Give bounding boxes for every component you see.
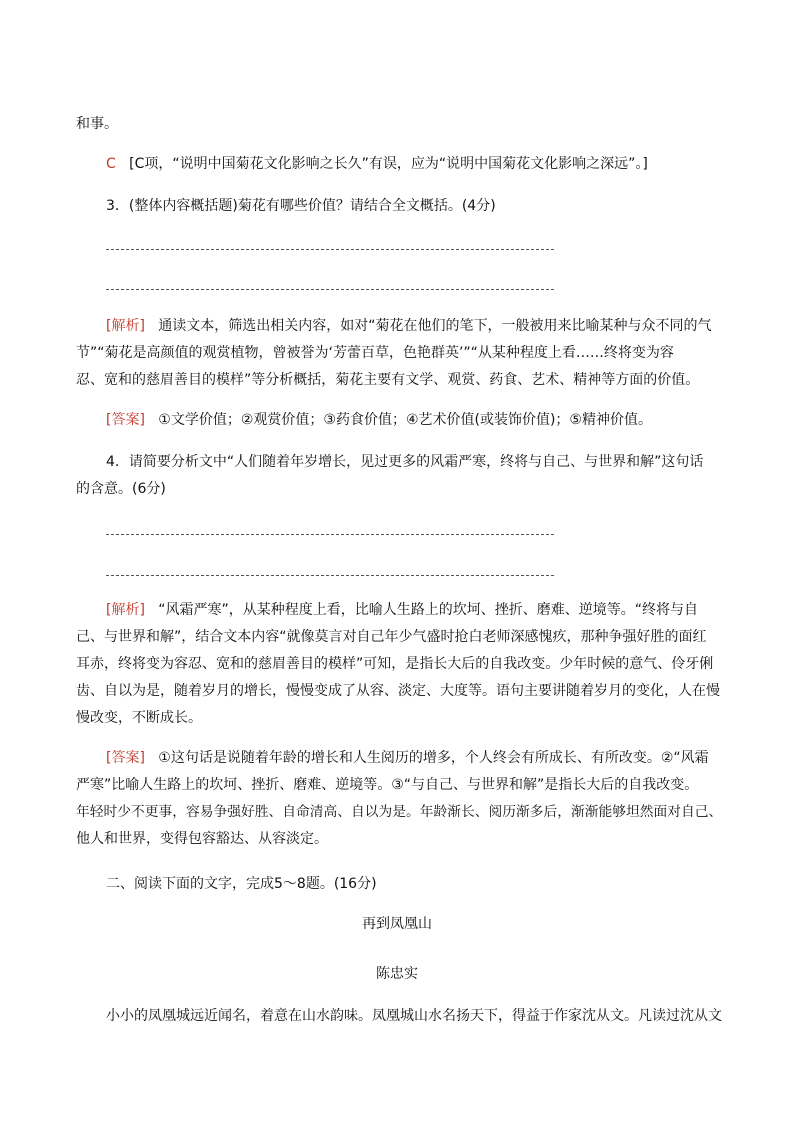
text-line: 慢改变，不断成长。 xyxy=(76,710,202,726)
answer-blank-line xyxy=(106,575,554,576)
text-line: 忍、宽和的慈眉善目的模样”等分析概括，菊花主要有文学、观赏、药食、艺术、精神等方面的价值。 xyxy=(76,372,700,388)
answer-blank-line xyxy=(106,289,554,290)
answer-tag: [答案] xyxy=(106,412,145,428)
text-line: 严寒”比喻人生路上的坎坷、挫折、磨难、逆境等。③“与自己、与世界和解”是指长大后的自我改变。 xyxy=(76,777,699,793)
analysis-paragraph xyxy=(106,600,698,620)
question-4: 4．请简要分析文中“人们随着年岁增长，见过更多的风霜严寒，终将与自己、与世界和解”这句话 xyxy=(106,454,704,470)
answer-blank-line xyxy=(106,249,554,250)
article-first-line: 小小的凤凰城远近闻名，着意在山水韵味。凤凰城山水名扬天下，得益于作家沈从文。凡读过沈从文 xyxy=(106,1008,722,1024)
text-line: 通读文本，筛选出相关内容，如对“菊花在他们的笔下，一般被用来比喻某种与众不同的气 xyxy=(158,318,712,334)
article-title: 再到凤凰山 xyxy=(362,916,432,932)
analysis-tag: [解析] xyxy=(106,318,145,334)
text-line: 年轻时少不更事，容易争强好胜、自命清高、自以为是。年龄渐长、阅历渐多后，渐渐能够坦然面对自己、 xyxy=(76,804,723,820)
text-line: 己、与世界和解”，结合文本内容“就像莫言对自己年少气盛时抢白老师深感愧疚，那种争强好胜的面红 xyxy=(76,629,707,645)
answer-blank-line xyxy=(106,534,554,535)
answer-paragraph xyxy=(106,410,652,430)
text-line: [C项，“说明中国菊花文化影响之长久”有误，应为“说明中国菊花文化影响之深远”。] xyxy=(129,156,648,172)
text-line: 的含意。(6分) xyxy=(76,481,166,497)
text-line: 齿、自以为是，随着岁月的增长，慢慢变成了从容、淡定、大度等。语句主要讲随着岁月的变化，人在慢 xyxy=(76,683,720,699)
answer-paragraph xyxy=(106,748,709,768)
text-line: 和事。 xyxy=(76,116,118,132)
question-3: 3．(整体内容概括题)菊花有哪些价值？请结合全文概括。(4分) xyxy=(106,198,496,214)
text-line: “风霜严寒”，从某种程度上看，比喻人生路上的坎坷、挫折、磨难、逆境等。“终将与自 xyxy=(158,602,699,618)
analysis-paragraph xyxy=(106,316,712,336)
text-line: 节”“菊花是高颜值的观赏植物，曾被誉为‘芳蕾百草，色艳群英’”“从某种程度上看……终将变为容 xyxy=(76,345,674,361)
text-line: ①文学价值；②观赏价值；③药食价值；④艺术价值(或装饰价值)；⑤精神价值。 xyxy=(158,412,652,428)
option-c-explanation xyxy=(106,154,648,174)
text-line: ①这句话是说随着年龄的增长和人生阅历的增多，个人终会有所成长、有所改变。②“风霜 xyxy=(158,750,709,766)
text-line: 耳赤，终将变为容忍、宽和的慈眉善目的模样”可知，是指长大后的自我改变。少年时候的意气、伶牙俐 xyxy=(76,656,714,672)
answer-tag: [答案] xyxy=(106,750,145,766)
section-heading: 二、阅读下面的文字，完成5～8题。(16分) xyxy=(106,876,377,892)
option-letter: C xyxy=(106,156,116,172)
text-line: 他人和世界，变得包容豁达、从容淡定。 xyxy=(76,831,328,847)
article-author: 陈忠实 xyxy=(376,966,418,982)
analysis-tag: [解析] xyxy=(106,602,145,618)
